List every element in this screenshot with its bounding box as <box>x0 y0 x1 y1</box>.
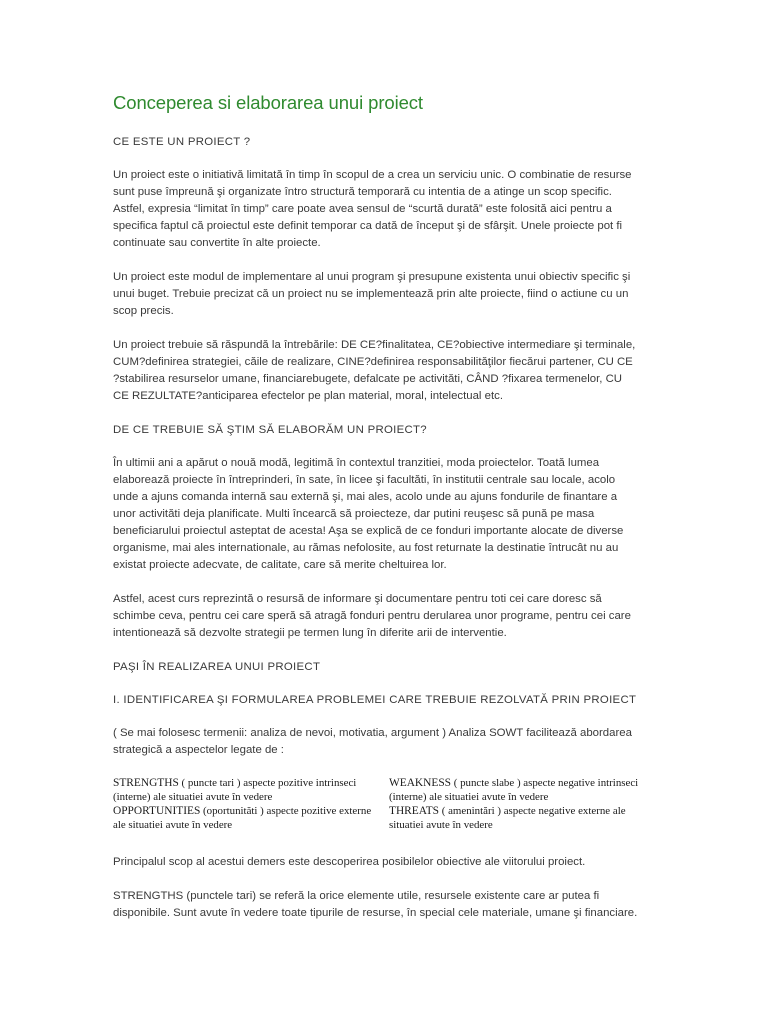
sowt-weakness-desc: ( puncte slabe ) aspecte negative intrinseci (interne) ale situatiei avute în vedere <box>389 777 639 803</box>
page-title: Conceperea si elaborarea unui proiect <box>113 92 423 113</box>
sowt-weakness-term: WEAKNESS <box>389 777 452 789</box>
section-heading-steps: PAŞI ÎN REALIZAREA UNUI PROIECT <box>113 661 321 673</box>
paragraph-definition: Un proiect este o initiativă limitată în timp în scopul de a crea un serviciu unic. O combinatie de resurse sunt puse împreună şi organizate întro structură temporară cu intentia de a atinge un scop specific. Astfel, expresia “limitat în timp” care poate avea sensul de “scurtă durată” este folosită aici pentru a specifica faptul că proiectul este definit temporar ca dată de început şi de sfârşit. Unele proiecte pot fi continuate sau convertite în alte proiecte. <box>113 169 632 249</box>
paragraph-course: Astfel, acest curs reprezintă o resursă de informare şi documentare pentru toti cei care doresc să schimbe ceva, pentru cei care speră să atragă fonduri pentru derularea unor programe, pentru cei care intentionează să dezvolte strategii pe termen lung în diferite arii de interventie. <box>113 593 631 639</box>
sowt-strengths <box>113 776 389 804</box>
sowt-threats-desc: ( amenintări ) aspecte negative externe ale situatiei avute în vedere <box>389 805 626 831</box>
sowt-threats-term: THREATS <box>389 805 439 817</box>
sowt-table <box>113 776 649 832</box>
section-heading-identification: I. IDENTIFICAREA ŞI FORMULAREA PROBLEMEI CARE TREBUIE REZOLVATĂ PRIN PROIECT <box>113 694 637 706</box>
paragraph-trend: În ultimii ani a apărut o nouă modă, legitimă în contextul tranzitiei, moda proiectelor. Toată lumea elaborează proiecte în întreprinderi, în sate, în licee şi facultăti, în institutii centrale sau locale, acolo unde a ajuns comanda internă sau externă şi, mai ales, acolo unde au ajuns fondurile de finantare a unor activităti deja planificate. Multi încearcă să proiecteze, dar putini reuşesc să pună pe masa beneficiarului proiectul asteptat de acesta! Aşa se explică de ce fonduri importante alocate de diverse organisme, mai ales internationale, au rămas nefolosite, au fost returnate la destinatie întrucât nu au existat proiecte adecvate, de calitate, care să merite cheltuirea lor. <box>113 457 624 571</box>
section-heading-why: DE CE TREBUIE SĂ ŞTIM SĂ ELABORĂM UN PROIECT? <box>113 424 427 436</box>
sowt-weakness <box>389 776 649 804</box>
sowt-opportunities-desc: (oportunităti ) aspecte pozitive externe ale situatiei avute în vedere <box>113 805 372 831</box>
sowt-threats <box>389 804 649 832</box>
sowt-opportunities <box>113 804 389 832</box>
paragraph-questions: Un proiect trebuie să răspundă la întrebările: DE CE?finalitatea, CE?obiective intermediare şi terminale, CUM?definirea strategiei, căile de realizare, CINE?definirea responsabilităţilor fiecărui partener, CU CE ?stabilirea resurselor umane, financiarebugete, defalcate pe activităti, CÂND ?fixarea termenelor, CU CE REZULTATE?anticiparea efectelor pe plan material, moral, intelectual etc. <box>113 339 636 402</box>
paragraph-purpose: Principalul scop al acestui demers este descoperirea posibilelor obiective ale viitorului proiect. <box>113 856 586 868</box>
paragraph-implementation: Un proiect este modul de implementare al unui program şi presupune existenta unui obiectiv specific şi unui buget. Trebuie precizat că un proiect nu se implementează prin alte proiecte, fiind o actiune cu un scop precis. <box>113 271 631 317</box>
section-heading-what-is: CE ESTE UN PROIECT ? <box>113 136 251 148</box>
paragraph-strengths: STRENGTHS (punctele tari) se referă la orice elemente utile, resursele existente care ar putea fi disponibile. Sunt avute în vedere toate tipurile de resurse, în special cele materiale, umane şi financiare. <box>113 890 638 919</box>
sowt-strengths-term: STRENGTHS <box>113 777 179 789</box>
paragraph-sowt-intro: ( Se mai folosesc termenii: analiza de nevoi, motivatia, argument ) Analiza SOWT facilitează abordarea strategică a aspectelor legate de : <box>113 727 632 756</box>
sowt-opportunities-term: OPPORTUNITIES <box>113 805 201 817</box>
sowt-strengths-desc: ( puncte tari ) aspecte pozitive intrinseci (interne) ale situatiei avute în vedere <box>113 777 357 803</box>
